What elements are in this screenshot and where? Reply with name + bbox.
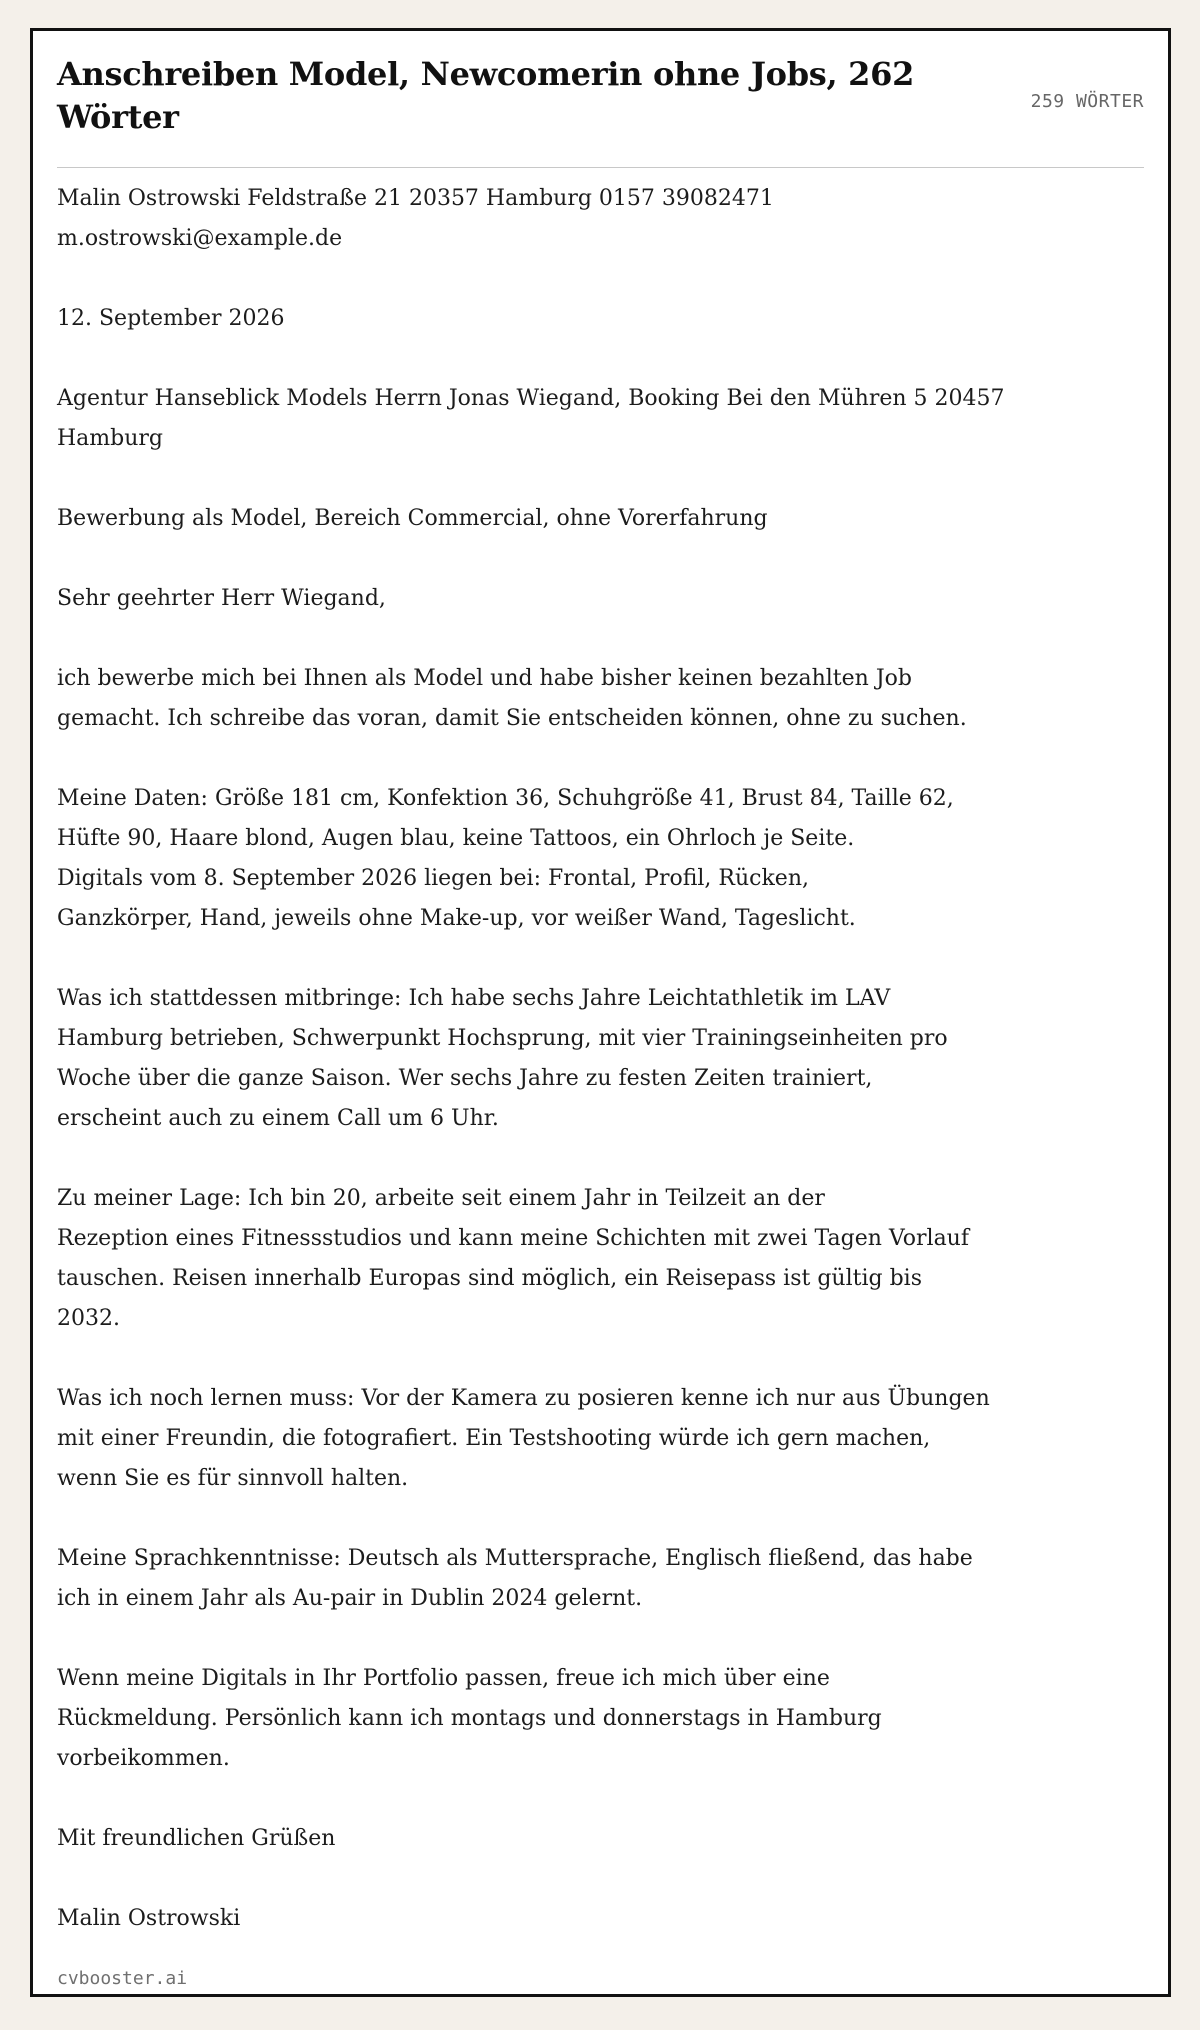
letter-closing: Mit freundlichen Grüßen <box>57 1826 336 1851</box>
line: Rezeption eines Fitnessstudios und kann meine Schichten mit zwei Tagen Vorlauf <box>57 1226 969 1251</box>
line: erscheint auch zu einem Call um 6 Uhr. <box>57 1106 499 1131</box>
letter-card <box>30 28 1171 1997</box>
line: Digitals vom 8. September 2026 liegen bei: Frontal, Profil, Rücken, <box>57 866 809 891</box>
line: tauschen. Reisen innerhalb Europas sind möglich, ein Reisepass ist gültig bis <box>57 1266 922 1291</box>
line: Was ich noch lernen muss: Vor der Kamera zu posieren kenne ich nur aus Übungen <box>57 1386 990 1411</box>
paragraph-languages <box>57 1539 1077 1619</box>
letter-body <box>57 179 1077 1979</box>
line: mit einer Freundin, die fotografiert. Ein Testshooting würde ich gern machen, <box>57 1426 931 1451</box>
letter-date: 12. September 2026 <box>57 306 285 331</box>
letter-salutation: Sehr geehrter Herr Wiegand, <box>57 586 386 611</box>
recipient-address: Agentur Hanseblick Models Herrn Jonas Wiegand, Booking Bei den Mühren 5 20457 <box>57 386 1005 411</box>
line: Hamburg betrieben, Schwerpunkt Hochsprung, mit vier Trainingseinheiten pro <box>57 1026 948 1051</box>
sender-email: m.ostrowski@example.de <box>57 226 343 251</box>
sender-address: Malin Ostrowski Feldstraße 21 20357 Hamburg 0157 39082471 <box>57 186 774 211</box>
letter-subject: Bewerbung als Model, Bereich Commercial, ohne Vorerfahrung <box>57 506 768 531</box>
line: Meine Sprachkenntnisse: Deutsch als Muttersprache, Englisch fließend, das habe <box>57 1546 973 1571</box>
word-count-badge: 259 WÖRTER <box>1030 91 1144 112</box>
line: Zu meiner Lage: Ich bin 20, arbeite seit einem Jahr in Teilzeit an der <box>57 1186 825 1211</box>
line: gemacht. Ich schreibe das voran, damit Sie entscheiden können, ohne zu suchen. <box>57 706 967 731</box>
paragraph-situation <box>57 1179 1077 1339</box>
line: 2032. <box>57 1306 120 1331</box>
line: Ganzkörper, Hand, jeweils ohne Make-up, vor weißer Wand, Tageslicht. <box>57 906 856 931</box>
paragraph-intro <box>57 659 1077 739</box>
line: Wenn meine Digitals in Ihr Portfolio passen, freue ich mich über eine <box>57 1666 830 1691</box>
paragraph-strengths <box>57 979 1077 1139</box>
footer-brand: cvbooster.ai <box>57 1968 188 1989</box>
line: Woche über die ganze Saison. Wer sechs Jahre zu festen Zeiten trainiert, <box>57 1066 873 1091</box>
line: ich bewerbe mich bei Ihnen als Model und habe bisher keinen bezahlten Job <box>57 666 912 691</box>
line: vorbeikommen. <box>57 1746 230 1771</box>
line: wenn Sie es für sinnvoll halten. <box>57 1466 409 1491</box>
line: ich in einem Jahr als Au-pair in Dublin 2024 gelernt. <box>57 1586 643 1611</box>
line: Hüfte 90, Haare blond, Augen blau, keine Tattoos, ein Ohrloch je Seite. <box>57 826 855 851</box>
paragraph-learning <box>57 1379 1077 1499</box>
document-header <box>57 53 1144 168</box>
recipient-city: Hamburg <box>57 426 164 451</box>
recipient-block <box>57 379 1077 459</box>
document-title: Anschreiben Model, Newcomerin ohne Jobs, 262 Wörter <box>57 55 915 136</box>
paragraph-closing-request <box>57 1659 1077 1779</box>
sender-block <box>57 179 1077 259</box>
signature-name: Malin Ostrowski <box>57 1906 241 1931</box>
line: Was ich stattdessen mitbringe: Ich habe sechs Jahre Leichtathletik im LAV <box>57 986 891 1011</box>
line: Rückmeldung. Persönlich kann ich montags und donnerstags in Hamburg <box>57 1706 882 1731</box>
paragraph-measurements <box>57 779 1077 939</box>
line: Meine Daten: Größe 181 cm, Konfektion 36, Schuhgröße 41, Brust 84, Taille 62, <box>57 786 954 811</box>
